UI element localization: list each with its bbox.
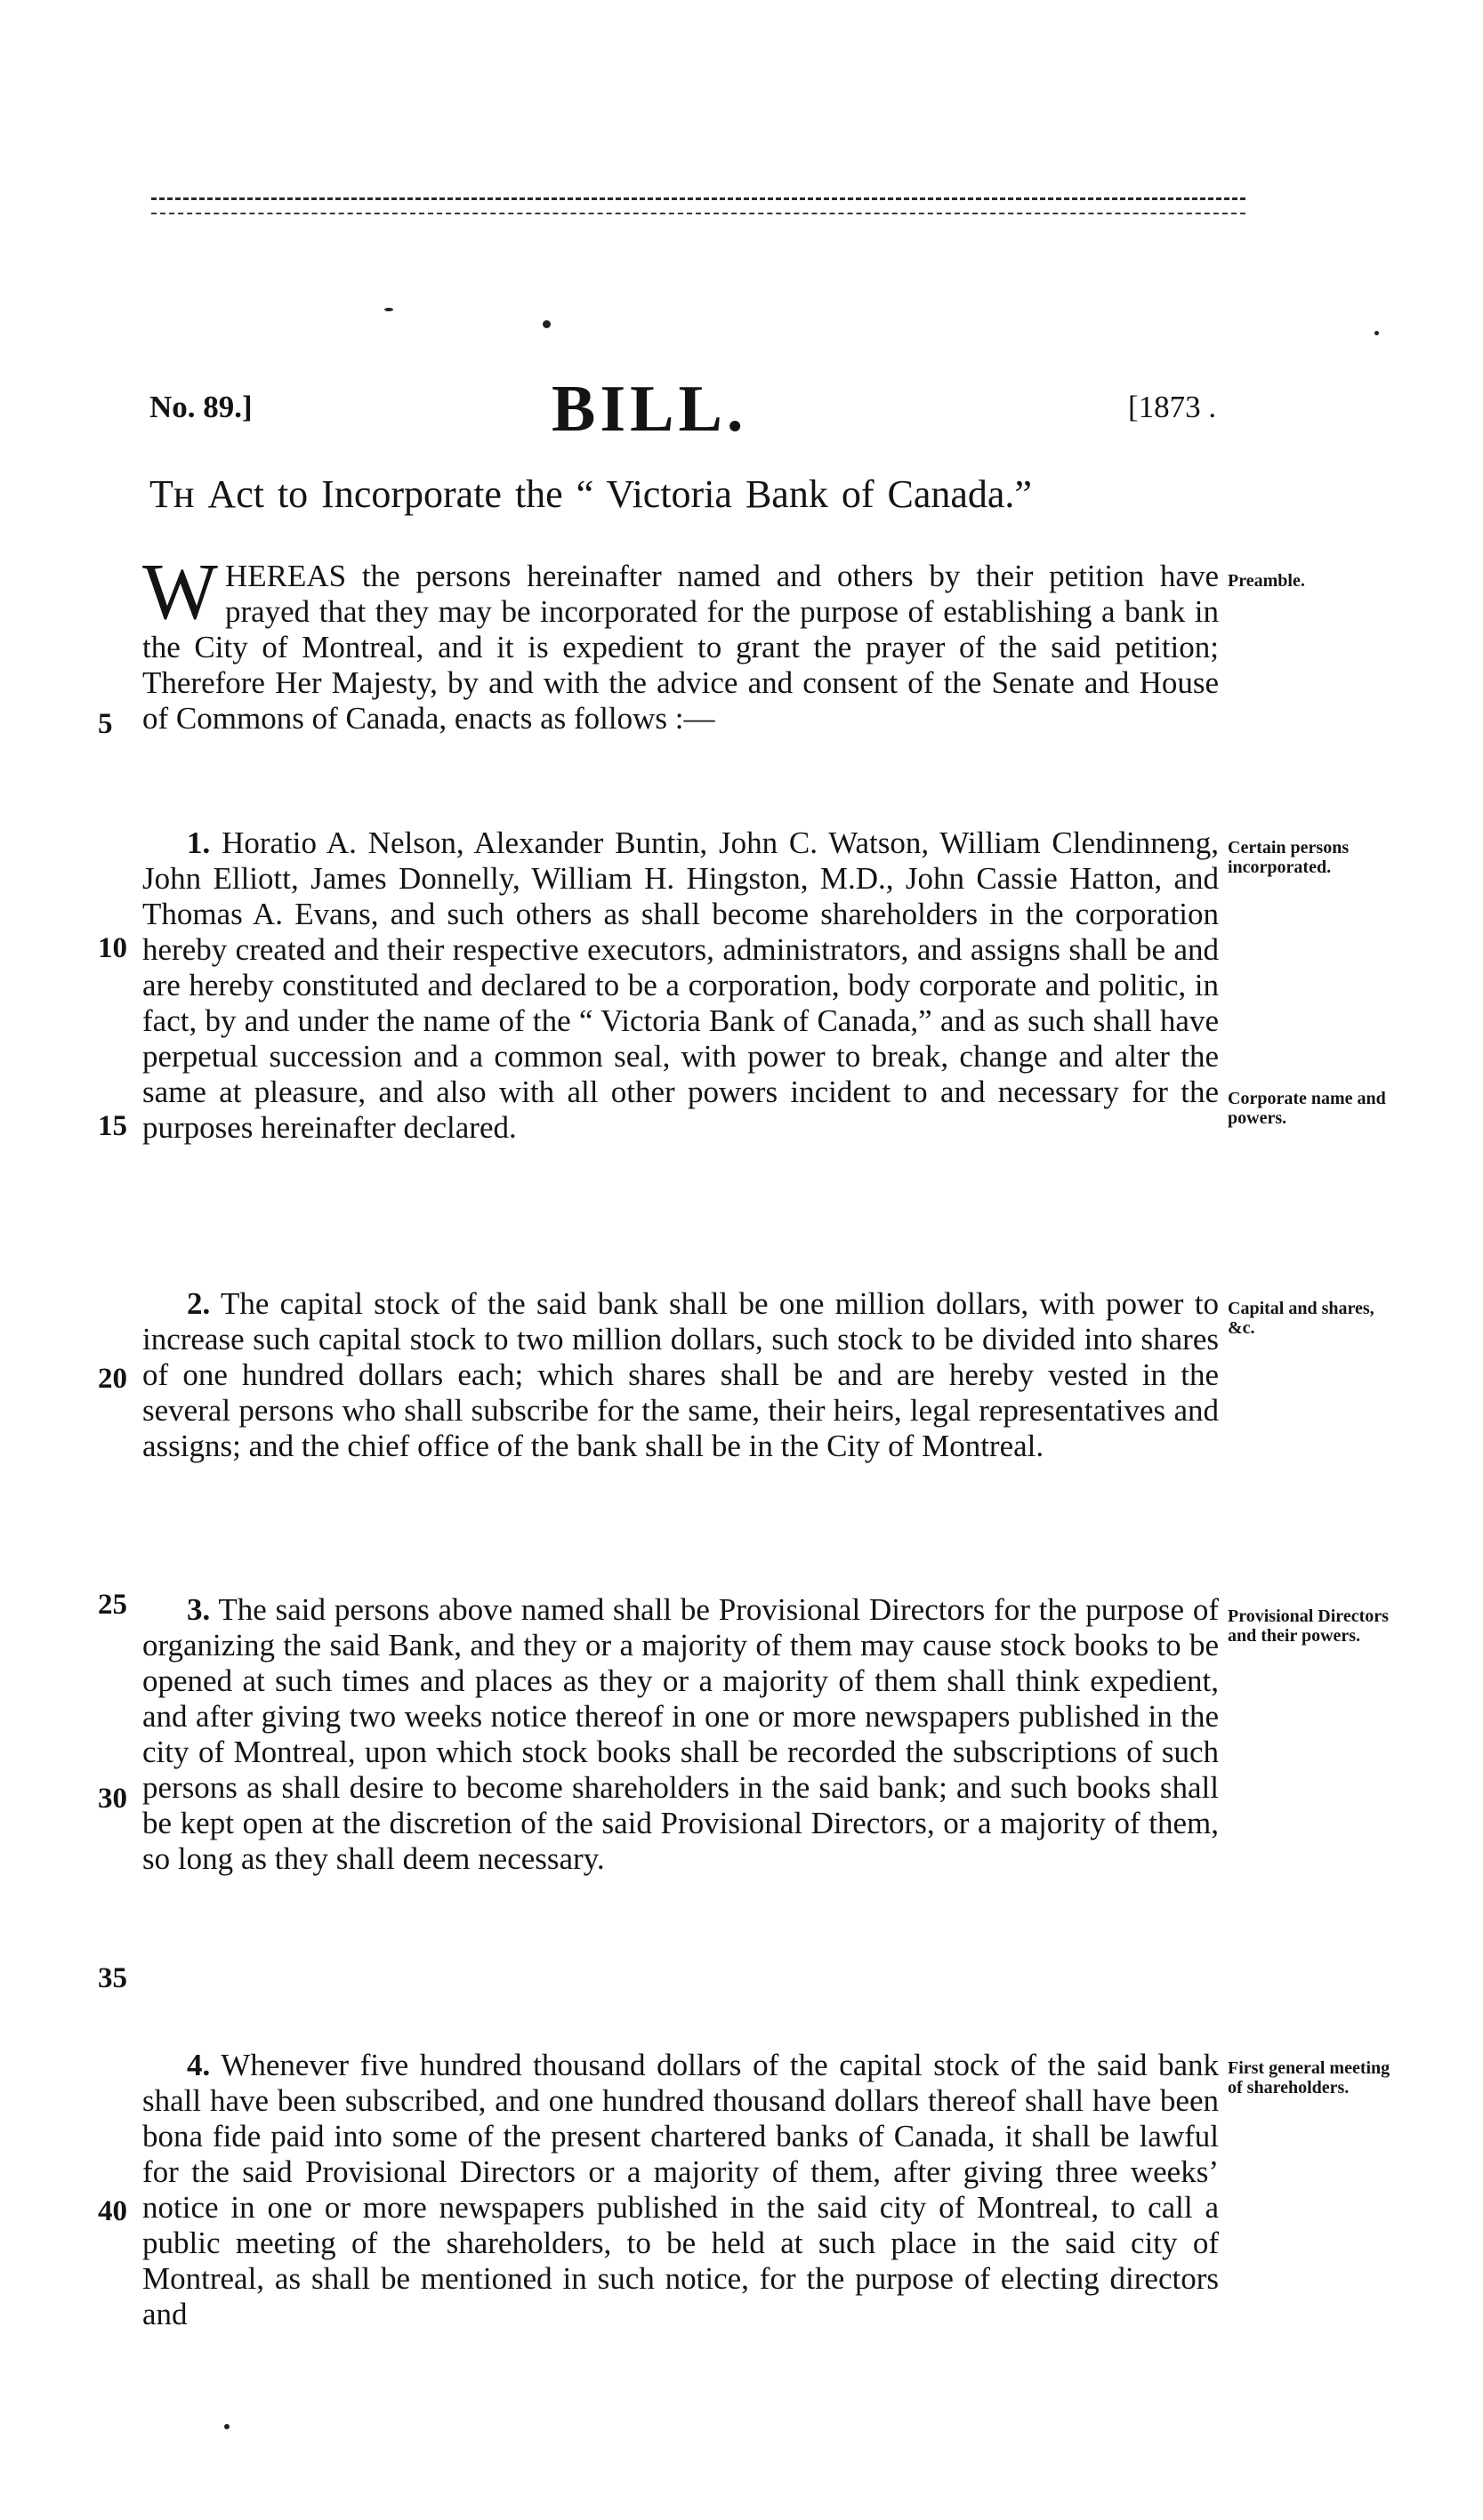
section-text: Whenever five hundred thousand dollars of the capital stock of the said bank shall have been subscribed, and one hundred thousand dollars thereof shall have been bona fide paid into some of the present chartered banks of Canada, it shall be lawful for the said Provisional Directors or a majority of them, after giving three weeks’ notice in one or more newspapers published in the said city of Montreal, to call a public meeting of the shareholders, to be held at such place in the said city of Montreal, as shall be mentioned in such notice, for the purpose of electing directors and — [142, 2048, 1220, 2331]
margin-note-first-meeting: First general meeting of shareholders. — [1228, 2058, 1390, 2097]
section-number: 4. — [187, 2048, 211, 2082]
top-rule — [151, 197, 1245, 214]
margin-note-preamble: Preamble. — [1228, 571, 1305, 591]
line-number: 10 — [98, 932, 127, 964]
margin-note-corporate-name: Corporate name and powers. — [1228, 1089, 1386, 1128]
preamble — [142, 548, 1219, 781]
section-text: The said persons above named shall be Provisional Directors for the purpose of organizing the said Bank, and they or a majority of them may cause stock books to be opened at such times and places as they or a majority of them shall think expedient, and after giving two weeks notice thereof in one or more newspapers published in the city of Montreal, upon which stock books shall be recorded the subscriptions of such persons as shall desire to become shareholders in the said bank; and such books shall be kept open at the discretion of the said Provisional Directors, or a majority of them, so long as they shall deem necessary. — [142, 1592, 1219, 1876]
section-4 — [142, 2048, 1219, 2332]
section-number: 2. — [187, 1286, 211, 1321]
margin-note-incorporated: Certain persons incorporated. — [1228, 838, 1350, 877]
section-number: 3. — [187, 1592, 211, 1627]
margin-note-provisional-directors: Provisional Directors and their powers. — [1228, 1606, 1389, 1646]
ink-speck — [543, 320, 551, 328]
line-number: 5 — [98, 708, 113, 740]
section-2 — [142, 1286, 1219, 1464]
ink-speck — [224, 2424, 230, 2429]
section-number: 1. — [187, 825, 211, 860]
preamble-text: HEREAS the persons hereinafter named and others by their petition have prayed that they may be incorporated for the purpose of establishing a bank in the City of Montreal, and it is expedient to grant the prayer of the said petition; Therefore Her Majesty, by and with the advice and consent of the Senate and House of Commons of Canada, enacts as follows :— — [142, 559, 1219, 736]
line-number: 15 — [98, 1110, 127, 1142]
preamble-dropcap: W — [142, 548, 218, 636]
ink-speck — [1374, 331, 1379, 335]
bill-number: No. 89.] — [149, 390, 253, 424]
bill-heading: BILL. — [552, 373, 748, 446]
section-1 — [142, 825, 1219, 1146]
line-number: 40 — [98, 2195, 127, 2227]
line-number: 20 — [98, 1363, 127, 1395]
bill-year: [1873 . — [1128, 390, 1217, 424]
section-text: Horatio A. Nelson, Alexander Buntin, John C. Watson, William Clendinneng, John Elliott, James Donnelly, William H. Hingston, M.D., John Cassie Hatton, and Thomas A. Evans, and such others as shall become shareholders in the corporation hereby created and their respective executors, administrators, and assigns shall be and are hereby constituted and declared to be a corporation, body corporate and politic, in fact, by and under the name of the “ Victoria Bank of Canada,” and as such shall have perpetual succession and a common seal, with power to break, change and alter the same at pleasure, and also with all other powers incident to and necessary for the purposes hereinafter declared. — [142, 825, 1220, 1145]
ink-speck — [384, 308, 393, 311]
line-number: 35 — [98, 1962, 127, 1994]
margin-note-capital: Capital and shares, &c. — [1228, 1299, 1374, 1338]
line-number: 25 — [98, 1589, 127, 1621]
act-title: Tн Act to Incorporate the “ Victoria Bank of Canada.” — [149, 472, 1032, 516]
section-text: The capital stock of the said bank shall be one million dollars, with power to increase such capital stock to two million dollars, such stock to be divided into shares of one hundred dollars each; which shares shall be and are hereby vested in the several persons who shall subscribe for the same, their heirs, legal representatives and assigns; and the chief office of the bank shall be in the City of Montreal. — [142, 1286, 1219, 1463]
section-3 — [142, 1592, 1219, 1877]
line-number: 30 — [98, 1783, 127, 1815]
